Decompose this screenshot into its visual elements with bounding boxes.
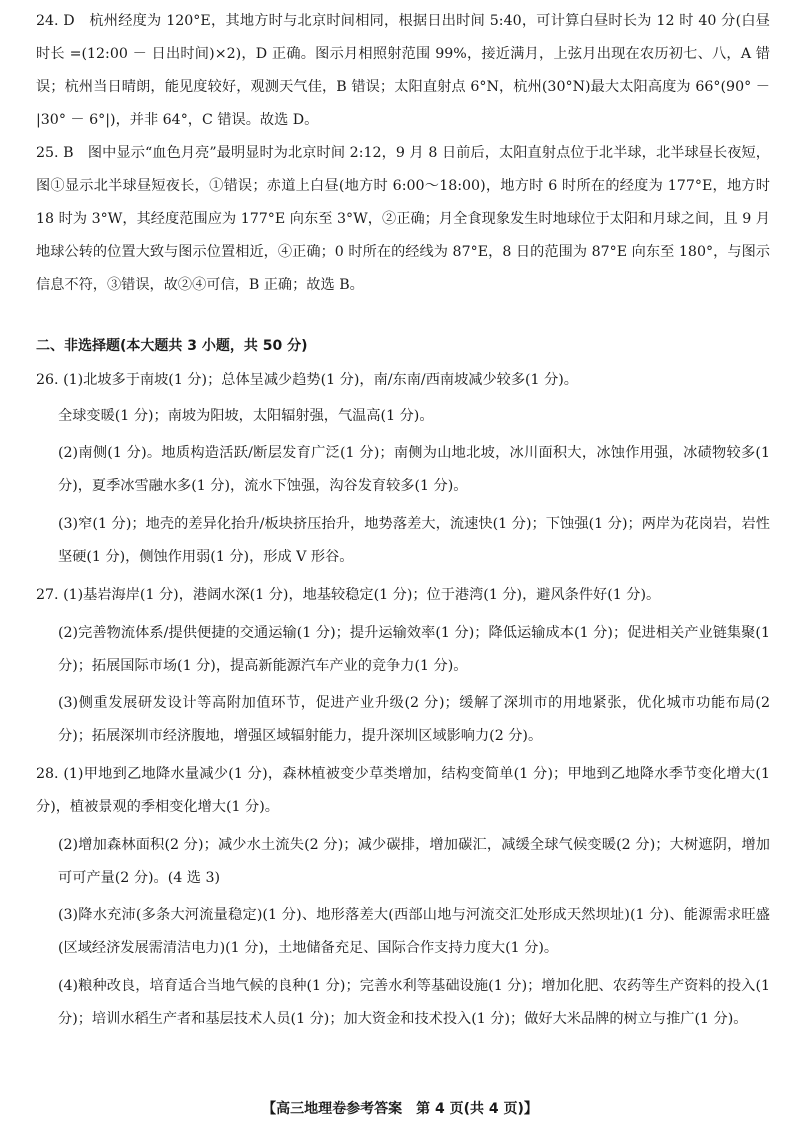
answer-q28-4: (4)粮种改良，培育适合当地气候的良种(1 分)；完善水利等基础设施(1 分)；增加化肥、农药等生产资料的投入(1 分)；培训水稻生产者和基层技术人员(1 分)；加大资金和技术投入(1 分)；做好大米品牌的树立与推广(1 分)。	[58, 978, 770, 1027]
answer-q24: 24. D 杭州经度为 120°E，其地方时与北京时间相同，根据日出时间 5:40，可计算白昼时长为 12 时 40 分(白昼时长 =(12:00 － 日出时间)×2)，D 正确。图示月相照射范围 99%，接近满月，上弦月出现在农历初七、八，A 错误；杭州当日晴朗，能见度较好，观测天气佳，B 错误；太阳直射点 6°N，杭州(30°N)最大太阳高度为 66°(90° － |30° － 6°|)，并非 64°，C 错误。故选 D。	[36, 13, 770, 128]
answer-q28-3: (3)降水充沛(多条大河流量稳定)(1 分)、地形落差大(西部山地与河流交汇处形成天然坝址)(1 分)、能源需求旺盛(区域经济发展需清洁电力)(1 分)，土地储备充足、国际合作支持力度大(1 分)。	[58, 907, 770, 956]
page-footer: 【高三地理卷参考答案 第 4 页(共 4 页)】	[262, 1101, 538, 1117]
section-heading: 二、非选择题(本大题共 3 小题，共 50 分)	[36, 338, 308, 354]
answer-q27-2: (2)完善物流体系/提供便捷的交通运输(1 分)；提升运输效率(1 分)；降低运输成本(1 分)；促进相关产业链集聚(1 分)；拓展国际市场(1 分)，提高新能源汽车产业的竞争力(1 分)。	[58, 625, 770, 674]
answer-q26-1b: 全球变暖(1 分)；南坡为阳坡，太阳辐射强，气温高(1 分)。	[58, 408, 434, 424]
answer-q26-2: (2)南侧(1 分)。地质构造活跃/断层发育广泛(1 分)；南侧为山地北坡，冰川面积大，冰蚀作用强，冰碛物较多(1 分)，夏季冰雪融水多(1 分)，流水下蚀强，沟谷发育较多(1 分)。	[58, 445, 770, 494]
answer-q26-3: (3)窄(1 分)；地壳的差异化抬升/板块挤压抬升，地势落差大，流速快(1 分)；下蚀强(1 分)；两岸为花岗岩，岩性坚硬(1 分)，侧蚀作用弱(1 分)，形成 V 形谷。	[58, 516, 770, 565]
answer-q28-2: (2)增加森林面积(2 分)；减少水土流失(2 分)；减少碳排，增加碳汇，减缓全球气候变暖(2 分)；大树遮阴，增加可可产量(2 分)。(4 选 3)	[58, 837, 770, 886]
answer-q28-1: 28. (1)甲地到乙地降水量减少(1 分)，森林植被变少草类增加，结构变简单(1 分)；甲地到乙地降水季节变化增大(1 分)，植被景观的季相变化增大(1 分)。	[36, 766, 770, 815]
answer-q27-3: (3)侧重发展研发设计等高附加值环节，促进产业升级(2 分)；缓解了深圳市的用地紧张，优化城市功能布局(2 分)；拓展深圳市经济腹地，增强区域辐射能力，提升深圳区域影响力(2 分)。	[58, 695, 770, 744]
answer-q26-1: 26. (1)北坡多于南坡(1 分)；总体呈减少趋势(1 分)，南/东南/西南坡减少较多(1 分)。	[36, 372, 578, 388]
answer-q25: 25. B 图中显示“血色月亮”最明显时为北京时间 2:12，9 月 8 日前后，太阳直射点位于北半球，北半球昼长夜短，图①显示北半球昼短夜长，①错误；赤道上白昼(地方时 6:00～18:00)，地方时 6 时所在的经度为 177°E，地方时 18 时为 3°W，其经度范围应为 177°E 向东至 3°W，②正确；月全食现象发生时地球位于太阳和月球之间，且 9 月地球公转的位置大致与图示位置相近，④正确；0 时所在的经线为 87°E，8 日的范围为 87°E 向东至 180°，与图示信息不符，③错误，故②④可信，B 正确；故选 B。	[36, 145, 770, 293]
answer-q27-1: 27. (1)基岩海岸(1 分)，港阔水深(1 分)，地基较稳定(1 分)；位于港湾(1 分)，避风条件好(1 分)。	[36, 587, 661, 603]
